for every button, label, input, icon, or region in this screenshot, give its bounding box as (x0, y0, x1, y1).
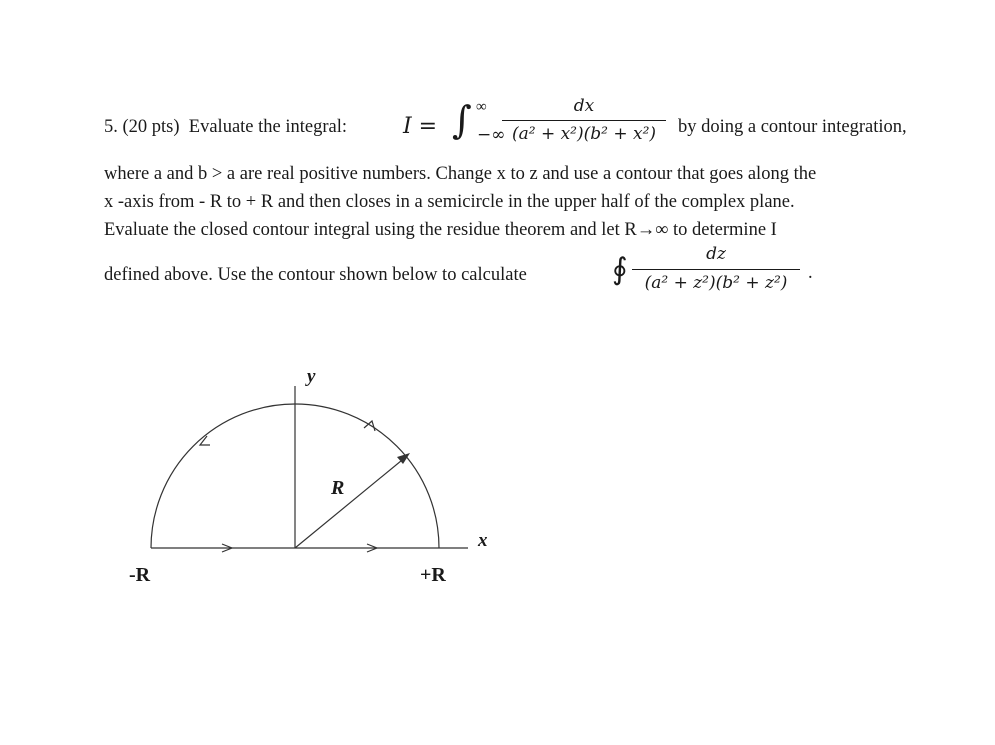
problem-points: (20 pts) (122, 117, 180, 137)
contour-integral-sign: ∮ (612, 252, 628, 287)
trailing-period: . (808, 263, 813, 283)
x-axis-label: x (478, 530, 488, 551)
problem-line-5: defined above. Use the contour shown below to calculate (104, 265, 527, 285)
problem-line-2: where a and b > a are real positive numbers. Change x to z and use a contour that goes along the (104, 164, 817, 184)
radius-line (295, 456, 407, 548)
integral-lhs: I = (403, 114, 438, 139)
problem-intro: Evaluate the integral: (188, 117, 348, 137)
y-axis-label: y (307, 366, 316, 387)
lower-limit: −∞ (477, 125, 506, 145)
integrand-numerator: dx (573, 96, 595, 116)
contour-denominator: (a² + z²)(b² + z²) (644, 273, 788, 293)
after-integral-text: by doing a contour integration, (678, 117, 907, 137)
upper-limit: ∞ (476, 99, 487, 115)
problem-line-3: x -axis from - R to + R and then closes in a semicircle in the upper half of the complex plane. (104, 192, 795, 212)
contour-numerator: dz (706, 244, 726, 264)
integrand-denominator: (a² + x²)(b² + x²) (511, 124, 657, 144)
left-endpoint-label: -R (129, 564, 151, 586)
problem-number: 5. (104, 117, 118, 137)
integral-sign: ∫ (452, 98, 472, 142)
radius-label: R (331, 477, 345, 499)
arc-arrow-left (200, 436, 210, 445)
right-endpoint-label: +R (420, 564, 446, 586)
problem-line-4: Evaluate the closed contour integral using the residue theorem and let R→∞ to determine I (104, 220, 777, 240)
